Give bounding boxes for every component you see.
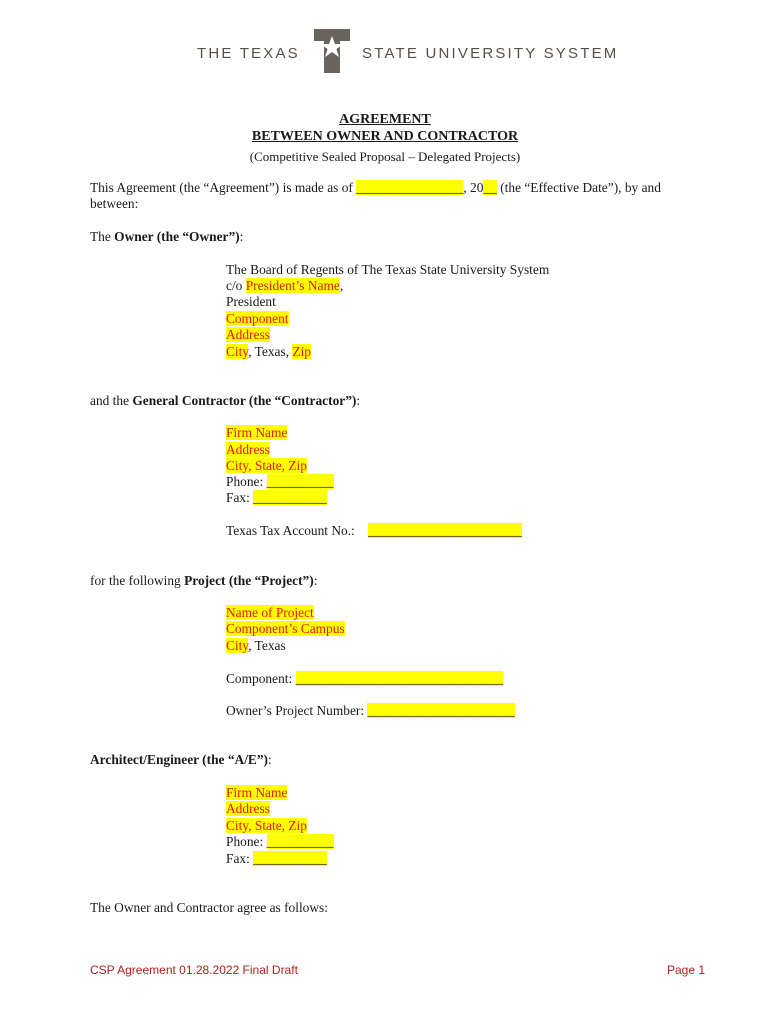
project-number-blank[interactable]: ______________________ bbox=[367, 703, 515, 718]
ae-address-field[interactable]: Address bbox=[226, 801, 270, 816]
owner-board-line: The Board of Regents of The Texas State University System bbox=[226, 262, 550, 277]
year-blank[interactable]: __ bbox=[483, 180, 497, 195]
subtitle: (Competitive Sealed Proposal – Delegated Projects) bbox=[249, 149, 521, 164]
owner-address-field[interactable]: Address bbox=[226, 327, 270, 342]
owner-component-line bbox=[226, 311, 289, 327]
project-component-blank[interactable]: _______________________________ bbox=[295, 671, 504, 686]
owner-city-line: City, Texas, Zip bbox=[226, 344, 311, 359]
contractor-tax-blank[interactable]: _______________________ bbox=[368, 523, 522, 538]
project-number-line: Owner’s Project Number: ______________________ bbox=[226, 703, 515, 718]
project-city-field[interactable]: City bbox=[226, 638, 249, 653]
contractor-tax-line bbox=[368, 523, 522, 539]
effective-date-blank[interactable]: ________________ bbox=[356, 180, 464, 195]
owner-co-line: c/o President’s Name, bbox=[226, 278, 344, 293]
owner-president-line: President bbox=[226, 294, 276, 309]
owner-zip-field[interactable]: Zip bbox=[292, 344, 311, 359]
contractor-address-field[interactable]: Address bbox=[226, 442, 270, 457]
logo-text-left: THE TEXAS bbox=[197, 45, 300, 62]
intro-line: This Agreement (the “Agreement”) is made as of ________________, 20__ (the “Effective Date”), by and bbox=[90, 180, 661, 195]
footer-page-number: Page 1 bbox=[667, 963, 706, 977]
ae-city-line bbox=[226, 818, 307, 834]
ae-address-line bbox=[226, 801, 270, 817]
project-city-line: City, Texas bbox=[226, 638, 286, 653]
president-name-field[interactable]: President’s Name bbox=[245, 278, 340, 293]
project-campus-line bbox=[226, 621, 345, 637]
ae-fax-blank[interactable]: ___________ bbox=[253, 851, 327, 866]
project-campus-field[interactable]: Component’s Campus bbox=[226, 621, 345, 636]
contractor-firm-field[interactable]: Firm Name bbox=[226, 425, 288, 440]
title-line-2: BETWEEN OWNER AND CONTRACTOR bbox=[251, 129, 519, 144]
title-line-1: AGREEMENT bbox=[339, 112, 431, 127]
ae-fax-line: Fax: ___________ bbox=[226, 851, 327, 866]
logo-text-right: STATE UNIVERSITY SYSTEM bbox=[362, 45, 619, 62]
owner-heading: The Owner (the “Owner”): bbox=[90, 229, 244, 244]
ae-firm-field[interactable]: Firm Name bbox=[226, 785, 288, 800]
intro-line-2: between: bbox=[90, 196, 139, 211]
contractor-city-line bbox=[226, 458, 307, 474]
contractor-fax-line: Fax: ___________ bbox=[226, 490, 327, 505]
ae-city-field[interactable]: City, State, Zip bbox=[226, 818, 307, 833]
ae-phone-blank[interactable]: __________ bbox=[266, 834, 334, 849]
contractor-address-line bbox=[226, 442, 270, 458]
owner-city-field[interactable]: City bbox=[226, 344, 249, 359]
contractor-firm-line bbox=[226, 425, 287, 441]
project-heading: for the following Project (the “Project”): bbox=[90, 573, 318, 588]
project-name-field[interactable]: Name of Project bbox=[226, 605, 314, 620]
contractor-heading: and the General Contractor (the “Contractor”): bbox=[90, 393, 361, 408]
ae-firm-line bbox=[226, 785, 287, 801]
contractor-fax-blank[interactable]: ___________ bbox=[253, 490, 327, 505]
owner-address-line bbox=[226, 327, 270, 343]
ae-phone-line: Phone: __________ bbox=[226, 834, 334, 849]
contractor-tax-label: Texas Tax Account No.: bbox=[226, 523, 355, 538]
closing-line: The Owner and Contractor agree as follows: bbox=[90, 900, 328, 915]
project-component-line: Component: _______________________________ bbox=[226, 671, 504, 686]
contractor-phone-line: Phone: __________ bbox=[226, 474, 334, 489]
ae-heading: Architect/Engineer (the “A/E”): bbox=[90, 752, 272, 767]
footer-doc-name: CSP Agreement 01.28.2022 Final Draft bbox=[90, 963, 298, 977]
star-logo-icon bbox=[310, 27, 354, 75]
project-name-line bbox=[226, 605, 314, 621]
contractor-phone-blank[interactable]: __________ bbox=[266, 474, 334, 489]
owner-component-field[interactable]: Component bbox=[226, 311, 289, 326]
contractor-city-field[interactable]: City, State, Zip bbox=[226, 458, 307, 473]
